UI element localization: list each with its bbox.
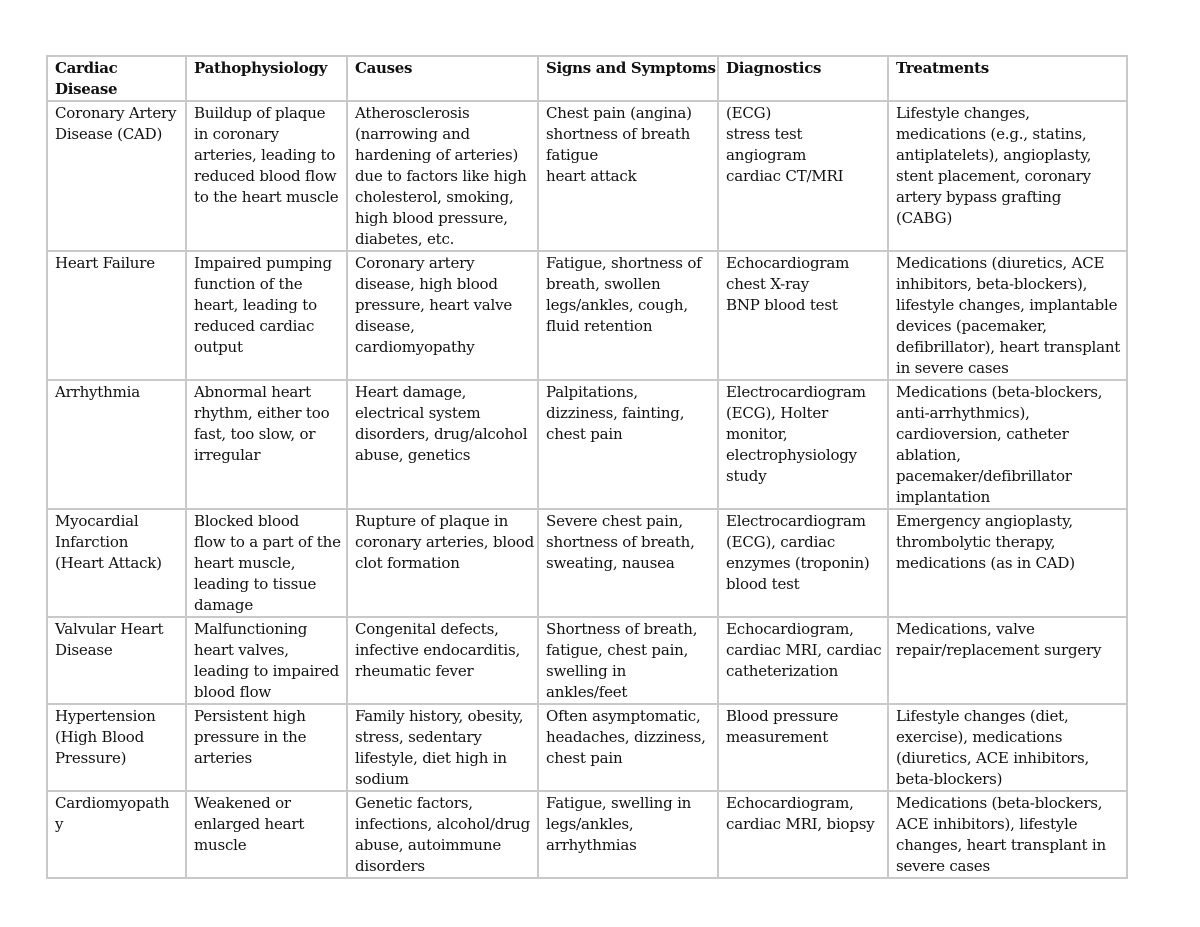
cell-signs-and-symptoms	[538, 101, 718, 251]
cell-text: cardiac MRI, biopsy	[726, 815, 875, 833]
cell-text: beta-blockers)	[896, 770, 1003, 788]
cell-text: due to factors like high	[355, 167, 527, 185]
cell-text: severe cases	[896, 857, 990, 875]
cell-text: Medications (diuretics, ACE	[896, 254, 1105, 272]
header-text: Pathophysiology	[194, 59, 328, 77]
cell-text: angiogram	[726, 146, 807, 164]
cell-causes	[347, 251, 538, 380]
cell-text: chest pain	[546, 425, 623, 443]
cell-text: y	[55, 815, 64, 833]
cell-text: diabetes, etc.	[355, 230, 455, 248]
cell-text: Cardiomyopath	[55, 794, 170, 812]
cell-text: disease,	[355, 317, 415, 335]
cell-text: reduced blood flow	[194, 167, 337, 185]
cell-text: Impaired pumping	[194, 254, 332, 272]
cell-disease	[47, 509, 186, 617]
cell-text: (narrowing and	[355, 125, 470, 143]
cell-text: Medications (beta-blockers,	[896, 383, 1103, 401]
cell-text: dizziness, fainting,	[546, 404, 685, 422]
cell-text: Buildup of plaque	[194, 104, 326, 122]
cell-text: Disease (CAD)	[55, 125, 163, 143]
cell-text: study	[726, 467, 767, 485]
cell-disease	[47, 380, 186, 509]
header-cell-treatments	[888, 56, 1127, 101]
cell-text: Echocardiogram	[726, 254, 850, 272]
cell-text: devices (pacemaker,	[896, 317, 1047, 335]
cell-text: breath, swollen	[546, 275, 661, 293]
cell-text: Malfunctioning	[194, 620, 308, 638]
cell-text: muscle	[194, 836, 247, 854]
cell-text: ankles/feet	[546, 683, 628, 701]
header-cell-signs-and-symptoms	[538, 56, 718, 101]
cell-text: Hypertension	[55, 707, 156, 725]
cell-text: medications (as in CAD)	[896, 554, 1075, 572]
cell-signs-and-symptoms	[538, 704, 718, 791]
cell-text: lifestyle, diet high in	[355, 749, 507, 767]
cell-text: enlarged heart	[194, 815, 305, 833]
cell-text: Valvular Heart	[55, 620, 164, 638]
cell-text: BNP blood test	[726, 296, 838, 314]
cell-text: catheterization	[726, 662, 839, 680]
cell-text: cardiomyopathy	[355, 338, 475, 356]
cell-text: disease, high blood	[355, 275, 498, 293]
cell-text: headaches, dizziness,	[546, 728, 706, 746]
cell-text: Atherosclerosis	[355, 104, 470, 122]
header-cell-causes	[347, 56, 538, 101]
cardiac-disease-table	[46, 55, 1128, 879]
cell-text: Lifestyle changes,	[896, 104, 1030, 122]
cell-diagnostics	[718, 704, 888, 791]
header-cell-pathophysiology	[186, 56, 347, 101]
cell-text: repair/replacement surgery	[896, 641, 1102, 659]
cell-text: Abnormal heart	[194, 383, 311, 401]
cell-text: hardening of arteries)	[355, 146, 519, 164]
cell-diagnostics	[718, 509, 888, 617]
cell-text: Family history, obesity,	[355, 707, 524, 725]
cell-text: thrombolytic therapy,	[896, 533, 1056, 551]
cell-text: fluid retention	[546, 317, 653, 335]
cell-text: Echocardiogram,	[726, 794, 854, 812]
cell-text: output	[194, 338, 243, 356]
cell-text: lifestyle changes, implantable	[896, 296, 1118, 314]
cell-text: Often asymptomatic,	[546, 707, 701, 725]
header-text: Causes	[355, 59, 413, 77]
cell-diagnostics	[718, 617, 888, 704]
cell-text: Heart damage,	[355, 383, 467, 401]
cell-disease	[47, 251, 186, 380]
cell-text: swelling in	[546, 662, 627, 680]
cell-text: ablation,	[896, 446, 961, 464]
cell-text: sweating, nausea	[546, 554, 675, 572]
cell-diagnostics	[718, 251, 888, 380]
cell-treatments	[888, 791, 1127, 878]
cell-text: (High Blood	[55, 728, 145, 746]
cell-text: Infarction	[55, 533, 129, 551]
cell-causes	[347, 380, 538, 509]
cell-text: pressure in the	[194, 728, 307, 746]
header-text: Cardiac	[55, 59, 118, 77]
header-text: Treatments	[896, 59, 989, 77]
cell-text: Congenital defects,	[355, 620, 499, 638]
cell-text: implantation	[896, 488, 991, 506]
cell-text: cardiac MRI, cardiac	[726, 641, 882, 659]
cell-text: arteries, leading to	[194, 146, 336, 164]
cell-text: enzymes (troponin)	[726, 554, 870, 572]
cell-text: Electrocardiogram	[726, 383, 866, 401]
cell-treatments	[888, 251, 1127, 380]
cell-text: Blood pressure	[726, 707, 839, 725]
cell-disease	[47, 617, 186, 704]
cell-disease	[47, 791, 186, 878]
cell-text: Medications, valve	[896, 620, 1035, 638]
cell-causes	[347, 704, 538, 791]
cell-text: pacemaker/defibrillator	[896, 467, 1072, 485]
cell-text: infective endocarditis,	[355, 641, 521, 659]
cell-text: changes, heart transplant in	[896, 836, 1106, 854]
cell-text: cardioversion, catheter	[896, 425, 1069, 443]
cell-text: leading to impaired	[194, 662, 340, 680]
cell-text: cholesterol, smoking,	[355, 188, 514, 206]
cell-pathophysiology	[186, 704, 347, 791]
table-row	[47, 509, 1127, 617]
cell-text: shortness of breath	[546, 125, 691, 143]
cell-text: (ECG)	[726, 104, 772, 122]
cell-text: cardiac CT/MRI	[726, 167, 844, 185]
cell-text: leading to tissue	[194, 575, 317, 593]
header-text: Diagnostics	[726, 59, 822, 77]
cell-treatments	[888, 101, 1127, 251]
cell-text: ACE inhibitors), lifestyle	[896, 815, 1078, 833]
cell-text: artery bypass grafting	[896, 188, 1062, 206]
cell-signs-and-symptoms	[538, 617, 718, 704]
cell-disease	[47, 101, 186, 251]
header-cell-diagnostics	[718, 56, 888, 101]
cell-signs-and-symptoms	[538, 791, 718, 878]
cell-text: Blocked blood	[194, 512, 300, 530]
cell-signs-and-symptoms	[538, 380, 718, 509]
cell-text: fatigue, chest pain,	[546, 641, 689, 659]
cell-text: reduced cardiac	[194, 317, 315, 335]
cell-treatments	[888, 509, 1127, 617]
cell-text: exercise), medications	[896, 728, 1063, 746]
cell-signs-and-symptoms	[538, 251, 718, 380]
cell-text: pressure, heart valve	[355, 296, 513, 314]
cell-text: monitor,	[726, 425, 788, 443]
cell-text: anti-arrhythmics),	[896, 404, 1030, 422]
cell-signs-and-symptoms	[538, 509, 718, 617]
cell-causes	[347, 791, 538, 878]
cell-text: in coronary	[194, 125, 279, 143]
cell-text: Fatigue, swelling in	[546, 794, 692, 812]
cell-diagnostics	[718, 380, 888, 509]
header-row	[47, 56, 1127, 101]
table-body	[47, 101, 1127, 878]
cell-text: Lifestyle changes (diet,	[896, 707, 1069, 725]
cell-pathophysiology	[186, 509, 347, 617]
table-row	[47, 791, 1127, 878]
cell-text: Echocardiogram,	[726, 620, 854, 638]
cell-text: defibrillator), heart transplant	[896, 338, 1121, 356]
cell-text: shortness of breath,	[546, 533, 695, 551]
cell-text: Persistent high	[194, 707, 306, 725]
cell-text: disorders, drug/alcohol	[355, 425, 528, 443]
cell-text: Genetic factors,	[355, 794, 473, 812]
cell-text: function of the	[194, 275, 303, 293]
cell-text: electrophysiology	[726, 446, 857, 464]
header-text: Disease	[55, 80, 118, 98]
cell-text: heart, leading to	[194, 296, 317, 314]
cell-text: medications (e.g., statins,	[896, 125, 1087, 143]
cell-text: Shortness of breath,	[546, 620, 698, 638]
cell-diagnostics	[718, 101, 888, 251]
document-page	[46, 55, 1126, 879]
table-row	[47, 251, 1127, 380]
cell-pathophysiology	[186, 380, 347, 509]
cell-text: measurement	[726, 728, 829, 746]
cell-text: high blood pressure,	[355, 209, 508, 227]
cell-text: stress, sedentary	[355, 728, 482, 746]
cell-text: stent placement, coronary	[896, 167, 1091, 185]
table-row	[47, 101, 1127, 251]
cell-text: rhythm, either too	[194, 404, 330, 422]
cell-causes	[347, 509, 538, 617]
cell-text: heart attack	[546, 167, 637, 185]
cell-text: disorders	[355, 857, 425, 875]
cell-treatments	[888, 617, 1127, 704]
cell-text: infections, alcohol/drug	[355, 815, 530, 833]
cell-text: arteries	[194, 749, 252, 767]
table-row	[47, 380, 1127, 509]
cell-text: in severe cases	[896, 359, 1009, 377]
cell-text: (ECG), cardiac	[726, 533, 836, 551]
cell-treatments	[888, 704, 1127, 791]
cell-text: (diuretics, ACE inhibitors,	[896, 749, 1090, 767]
cell-text: Coronary artery	[355, 254, 475, 272]
header-cell-disease	[47, 56, 186, 101]
cell-pathophysiology	[186, 101, 347, 251]
cell-text: (CABG)	[896, 209, 953, 227]
cell-text: fast, too slow, or	[194, 425, 316, 443]
cell-text: Electrocardiogram	[726, 512, 866, 530]
cell-text: heart muscle,	[194, 554, 296, 572]
cell-text: Severe chest pain,	[546, 512, 683, 530]
cell-text: Arrhythmia	[55, 383, 140, 401]
cell-text: rheumatic fever	[355, 662, 474, 680]
cell-text: sodium	[355, 770, 409, 788]
cell-diagnostics	[718, 791, 888, 878]
cell-text: Chest pain (angina)	[546, 104, 692, 122]
cell-text: legs/ankles,	[546, 815, 634, 833]
header-text: Signs and Symptoms	[546, 59, 716, 77]
cell-text: to the heart muscle	[194, 188, 339, 206]
cell-text: inhibitors, beta-blockers),	[896, 275, 1088, 293]
cell-text: Disease	[55, 641, 113, 659]
cell-text: irregular	[194, 446, 261, 464]
cell-causes	[347, 617, 538, 704]
cell-text: heart valves,	[194, 641, 289, 659]
cell-disease	[47, 704, 186, 791]
cell-pathophysiology	[186, 617, 347, 704]
cell-text: chest pain	[546, 749, 623, 767]
cell-text: Pressure)	[55, 749, 127, 767]
cell-pathophysiology	[186, 251, 347, 380]
cell-text: blood flow	[194, 683, 272, 701]
cell-pathophysiology	[186, 791, 347, 878]
cell-text: legs/ankles, cough,	[546, 296, 688, 314]
cell-text: electrical system	[355, 404, 481, 422]
cell-text: arrhythmias	[546, 836, 637, 854]
cell-text: blood test	[726, 575, 800, 593]
cell-text: Medications (beta-blockers,	[896, 794, 1103, 812]
cell-text: Fatigue, shortness of	[546, 254, 702, 272]
cell-causes	[347, 101, 538, 251]
cell-text: chest X-ray	[726, 275, 810, 293]
cell-text: Rupture of plaque in	[355, 512, 509, 530]
cell-text: Coronary Artery	[55, 104, 177, 122]
cell-text: damage	[194, 596, 253, 614]
table-header	[47, 56, 1127, 101]
cell-text: coronary arteries, blood	[355, 533, 535, 551]
cell-text: antiplatelets), angioplasty,	[896, 146, 1092, 164]
cell-text: (ECG), Holter	[726, 404, 829, 422]
cell-text: abuse, autoimmune	[355, 836, 502, 854]
cell-text: (Heart Attack)	[55, 554, 162, 572]
cell-text: clot formation	[355, 554, 460, 572]
cell-text: Myocardial	[55, 512, 139, 530]
cell-text: fatigue	[546, 146, 599, 164]
cell-text: stress test	[726, 125, 803, 143]
cell-text: Emergency angioplasty,	[896, 512, 1073, 530]
cell-text: Weakened or	[194, 794, 291, 812]
cell-text: Palpitations,	[546, 383, 638, 401]
cell-treatments	[888, 380, 1127, 509]
cell-text: Heart Failure	[55, 254, 155, 272]
cell-text: flow to a part of the	[194, 533, 341, 551]
table-row	[47, 704, 1127, 791]
table-row	[47, 617, 1127, 704]
cell-text: abuse, genetics	[355, 446, 471, 464]
